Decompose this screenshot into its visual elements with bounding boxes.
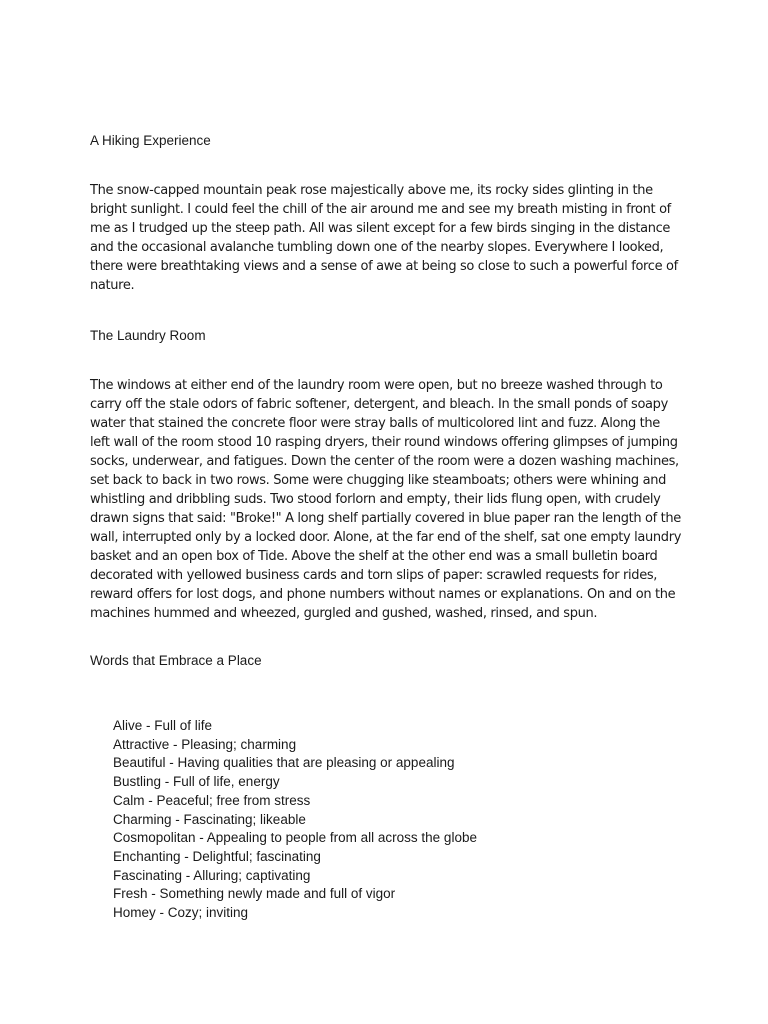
list-item: Fascinating - Alluring; captivating bbox=[113, 867, 311, 883]
paragraph-line: me as I trudged up the steep path. All was silent except for a few birds singing in the distance bbox=[90, 221, 671, 236]
paragraph-line: decorated with yellowed business cards and torn slips of paper: scrawled requests for rides, bbox=[90, 568, 658, 583]
list-item: Enchanting - Delightful; fascinating bbox=[113, 848, 321, 864]
paragraph-line: bright sunlight. I could feel the chill of the air around me and see my breath misting in front of bbox=[90, 202, 671, 217]
list-item: Attractive - Pleasing; charming bbox=[113, 736, 297, 752]
list-item: Beautiful - Having qualities that are pleasing or appealing bbox=[113, 755, 455, 771]
list-item: Charming - Fascinating; likeable bbox=[113, 811, 306, 827]
word-list bbox=[113, 717, 477, 923]
section-heading-hiking: A Hiking Experience bbox=[90, 133, 211, 148]
paragraph-line: drawn signs that said: "Broke!" A long shelf partially covered in blue paper ran the length of the bbox=[90, 511, 681, 526]
list-item: Calm - Peaceful; free from stress bbox=[113, 792, 311, 808]
list-item: Homey - Cozy; inviting bbox=[113, 905, 249, 921]
paragraph-line: socks, underwear, and fatigues. Down the center of the room were a dozen washing machines, bbox=[90, 454, 679, 469]
list-item: Bustling - Full of life, energy bbox=[113, 774, 280, 790]
paragraph-line: nature. bbox=[90, 278, 135, 293]
section-heading-laundry: The Laundry Room bbox=[90, 328, 206, 343]
paragraph-line: and the occasional avalanche tumbling down one of the nearby slopes. Everywhere I looked, bbox=[90, 240, 664, 255]
paragraph-line: reward offers for lost dogs, and phone numbers without names or explanations. On and on the bbox=[90, 587, 676, 602]
section-heading-words: Words that Embrace a Place bbox=[90, 653, 262, 668]
paragraph-line: wall, interrupted only by a locked door. Alone, at the far end of the shelf, sat one empty laundry bbox=[90, 530, 682, 545]
paragraph-laundry bbox=[90, 376, 682, 623]
paragraph-line: The snow-capped mountain peak rose majestically above me, its rocky sides glinting in the bbox=[90, 183, 653, 198]
paragraph-line: left wall of the room stood 10 rasping dryers, their round windows offering glimpses of jumping bbox=[90, 435, 678, 450]
paragraph-line: basket and an open box of Tide. Above the shelf at the other end was a small bulletin board bbox=[90, 549, 658, 564]
paragraph-line: carry off the stale odors of fabric softener, detergent, and bleach. In the small ponds of soapy bbox=[90, 397, 668, 412]
paragraph-line: set back to back in two rows. Some were chugging like steamboats; others were whining and bbox=[90, 473, 666, 488]
paragraph-line: machines hummed and wheezed, gurgled and gushed, washed, rinsed, and spun. bbox=[90, 606, 598, 621]
paragraph-line: whistling and dribbling suds. Two stood forlorn and empty, their lids flung open, with crudely bbox=[90, 492, 661, 507]
paragraph-hiking bbox=[90, 181, 682, 295]
paragraph-line: there were breathtaking views and a sense of awe at being so close to such a powerful force of bbox=[90, 259, 678, 274]
list-item: Alive - Full of life bbox=[113, 718, 213, 733]
paragraph-line: water that stained the concrete floor were stray balls of multicolored lint and fuzz. Along the bbox=[90, 416, 660, 431]
list-item: Cosmopolitan - Appealing to people from all across the globe bbox=[113, 830, 477, 846]
paragraph-line: The windows at either end of the laundry room were open, but no breeze washed through to bbox=[90, 378, 663, 393]
list-item: Fresh - Something newly made and full of vigor bbox=[113, 886, 396, 902]
